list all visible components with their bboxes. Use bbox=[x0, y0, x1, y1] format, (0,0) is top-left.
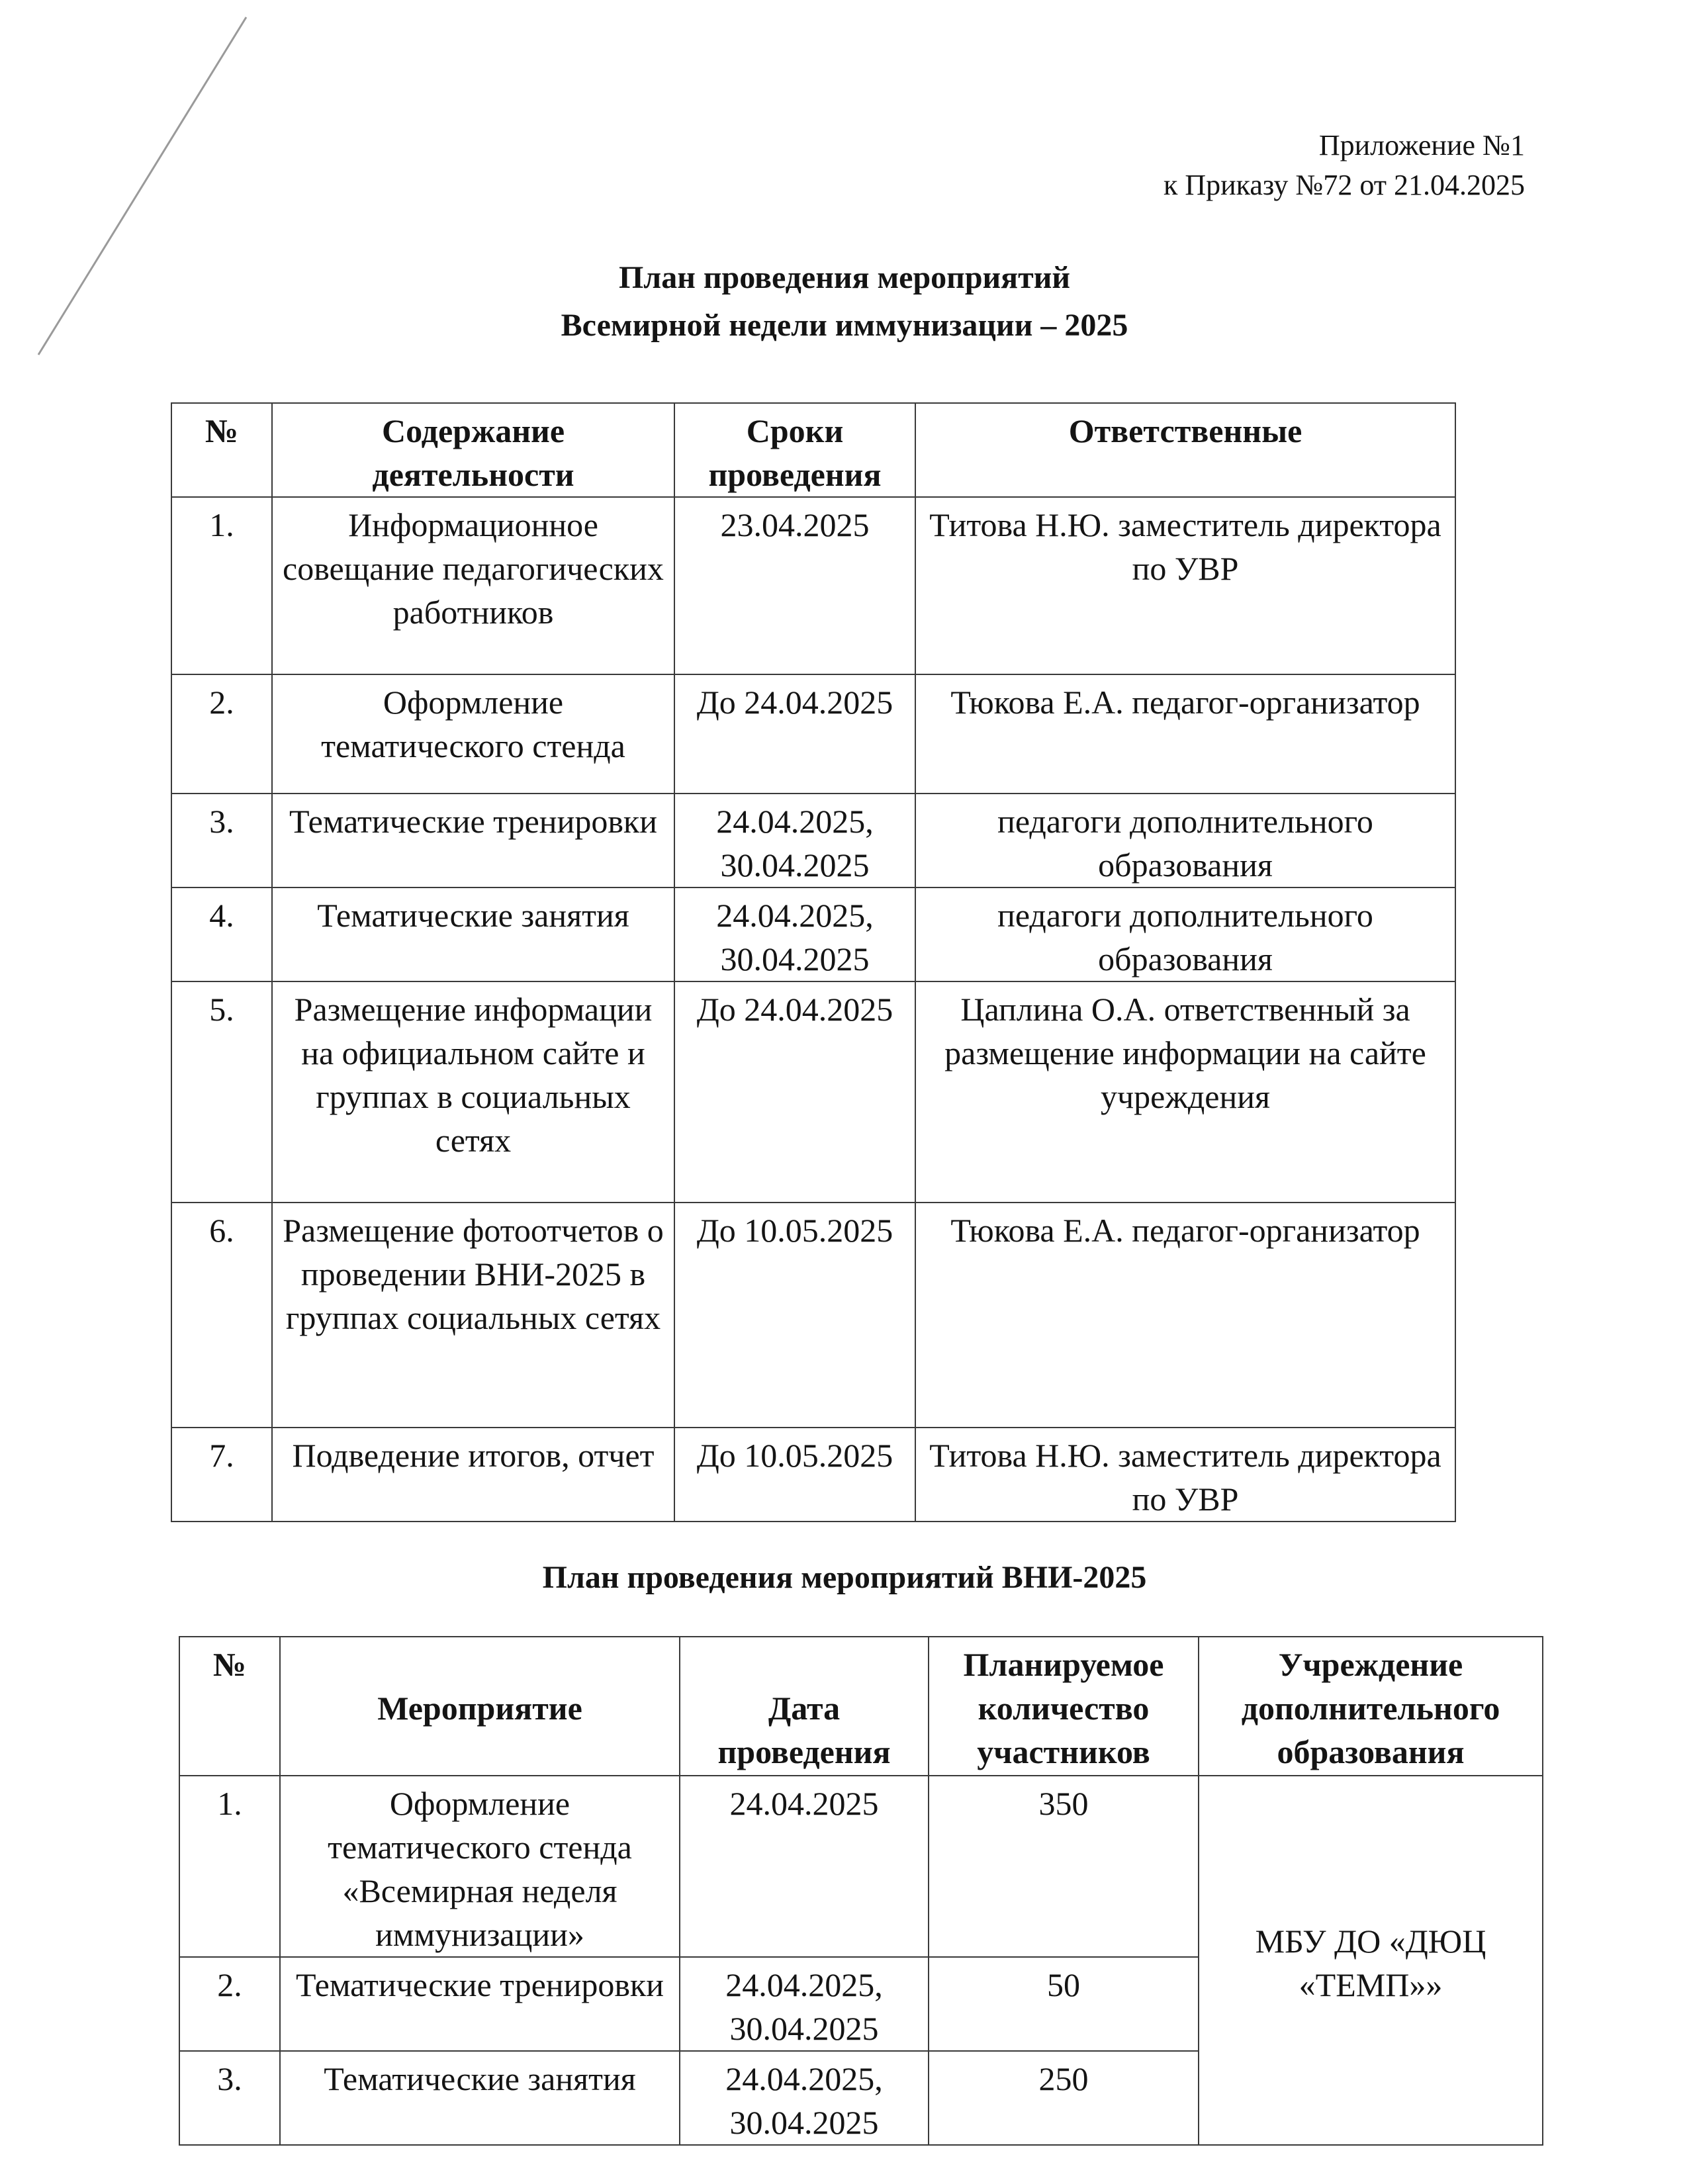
row-date: До 10.05.2025 bbox=[674, 1428, 915, 1522]
row-date: 24.04.2025 bbox=[680, 1776, 929, 1957]
row-date: 24.04.2025, 30.04.2025 bbox=[674, 887, 915, 981]
row-activity: Размещение фотоотчетов о проведении ВНИ-2025 в группах социальных сетях bbox=[272, 1203, 674, 1428]
header-participants: Планируемое количество участников bbox=[929, 1637, 1199, 1776]
table-row bbox=[171, 794, 1455, 887]
row-activity: Оформление тематического стенда bbox=[272, 674, 674, 794]
row-number: 3. bbox=[171, 794, 272, 887]
row-event: Тематические тренировки bbox=[280, 1957, 680, 2051]
row-date: До 10.05.2025 bbox=[674, 1203, 915, 1428]
header-number: № bbox=[171, 403, 272, 497]
activities-header-row bbox=[171, 403, 1455, 497]
row-date: 24.04.2025, 30.04.2025 bbox=[674, 794, 915, 887]
row-participants: 250 bbox=[929, 2051, 1199, 2145]
plan-title-line-1: План проведения мероприятий bbox=[618, 260, 1071, 295]
row-number: 4. bbox=[171, 887, 272, 981]
table-row bbox=[171, 674, 1455, 794]
row-responsible: Титова Н.Ю. заместитель директора по УВР bbox=[915, 1428, 1455, 1522]
row-date: 24.04.2025, 30.04.2025 bbox=[680, 1957, 929, 2051]
header-dates: Сроки проведения bbox=[674, 403, 915, 497]
row-activity: Тематические занятия bbox=[272, 887, 674, 981]
row-activity: Подведение итогов, отчет bbox=[272, 1428, 674, 1522]
header-date: Дата проведения bbox=[680, 1637, 929, 1776]
table-row bbox=[171, 497, 1455, 674]
row-date: 24.04.2025, 30.04.2025 bbox=[680, 2051, 929, 2145]
row-activity: Информационное совещание педагогических работников bbox=[272, 497, 674, 674]
table-row bbox=[171, 887, 1455, 981]
row-number: 2. bbox=[179, 1957, 280, 2051]
row-event: Тематические занятия bbox=[280, 2051, 680, 2145]
row-number: 2. bbox=[171, 674, 272, 794]
activities-table bbox=[171, 402, 1456, 1522]
row-number: 1. bbox=[171, 497, 272, 674]
table-row bbox=[171, 1203, 1455, 1428]
plan-title-line-2: Всемирной недели иммунизации – 2025 bbox=[561, 308, 1128, 343]
row-number: 6. bbox=[171, 1203, 272, 1428]
row-date: 23.04.2025 bbox=[674, 497, 915, 674]
header-institution: Учреждение дополнительного образования bbox=[1199, 1637, 1543, 1776]
header-responsible: Ответственные bbox=[915, 403, 1455, 497]
events-title: План проведения мероприятий ВНИ-2025 bbox=[542, 1560, 1147, 1595]
row-date: До 24.04.2025 bbox=[674, 674, 915, 794]
row-responsible: Тюкова Е.А. педагог-организатор bbox=[915, 1203, 1455, 1428]
events-header-row bbox=[179, 1637, 1543, 1776]
row-activity: Тематические тренировки bbox=[272, 794, 674, 887]
row-participants: 350 bbox=[929, 1776, 1199, 1957]
institution-cell: МБУ ДО «ДЮЦ «ТЕМП»» bbox=[1199, 1776, 1543, 2145]
row-activity: Размещение информации на официальном сайте и группах в социальных сетях bbox=[272, 981, 674, 1203]
row-participants: 50 bbox=[929, 1957, 1199, 2051]
table-row bbox=[171, 981, 1455, 1203]
row-responsible: Цаплина О.А. ответственный за размещение информации на сайте учреждения bbox=[915, 981, 1455, 1203]
header-event: Мероприятие bbox=[280, 1637, 680, 1776]
row-number: 1. bbox=[179, 1776, 280, 1957]
row-responsible: Титова Н.Ю. заместитель директора по УВР bbox=[915, 497, 1455, 674]
table-row bbox=[171, 1428, 1455, 1522]
row-number: 3. bbox=[179, 2051, 280, 2145]
row-event: Оформление тематического стенда «Всемирная неделя иммунизации» bbox=[280, 1776, 680, 1957]
plan-title bbox=[0, 254, 1689, 349]
header-number: № bbox=[179, 1637, 280, 1776]
table-row bbox=[179, 1776, 1543, 1957]
row-date: До 24.04.2025 bbox=[674, 981, 915, 1203]
row-number: 5. bbox=[171, 981, 272, 1203]
appendix-line-1: Приложение №1 bbox=[1318, 129, 1525, 161]
row-responsible: педагоги дополнительного образования bbox=[915, 887, 1455, 981]
events-table bbox=[179, 1636, 1543, 2146]
header-activity: Содержание деятельности bbox=[272, 403, 674, 497]
appendix-line-2: к Приказу №72 от 21.04.2025 bbox=[1163, 169, 1525, 201]
row-responsible: педагоги дополнительного образования bbox=[915, 794, 1455, 887]
row-responsible: Тюкова Е.А. педагог-организатор bbox=[915, 674, 1455, 794]
row-number: 7. bbox=[171, 1428, 272, 1522]
appendix-note bbox=[1164, 126, 1525, 205]
